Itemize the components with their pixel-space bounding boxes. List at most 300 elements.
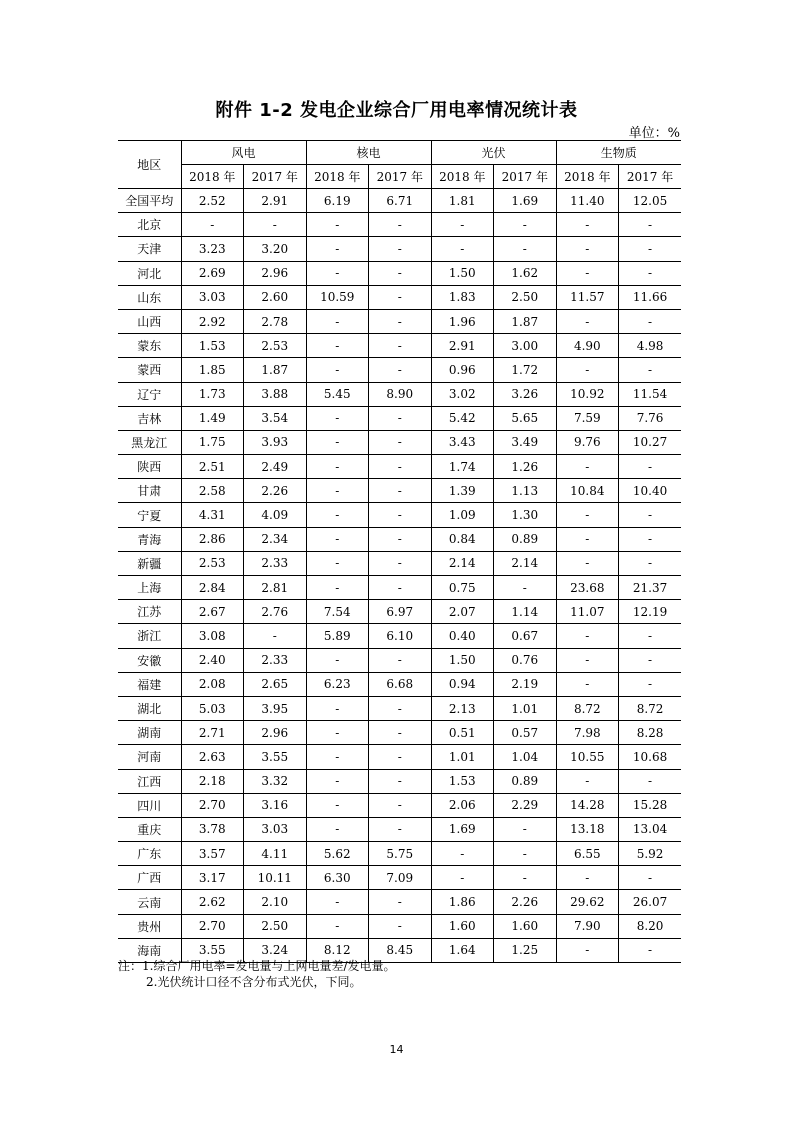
- value-cell: -: [556, 213, 619, 237]
- table-row: [118, 406, 681, 430]
- value-cell: 0.89: [494, 769, 557, 793]
- value-cell: 2.65: [244, 672, 307, 696]
- table-row: [118, 382, 681, 406]
- value-cell: 1.73: [181, 382, 244, 406]
- value-cell: 2.91: [431, 334, 494, 358]
- value-cell: -: [369, 261, 432, 285]
- value-cell: -: [619, 672, 682, 696]
- value-cell: 10.11: [244, 866, 307, 890]
- value-cell: 7.90: [556, 914, 619, 938]
- value-cell: -: [556, 503, 619, 527]
- value-cell: 1.83: [431, 285, 494, 309]
- region-cell: 江西: [118, 769, 181, 793]
- value-cell: -: [369, 479, 432, 503]
- table-row: [118, 624, 681, 648]
- value-cell: -: [369, 334, 432, 358]
- table-row: [118, 479, 681, 503]
- table-row: [118, 527, 681, 551]
- value-cell: 1.86: [431, 890, 494, 914]
- value-cell: 10.27: [619, 430, 682, 454]
- value-cell: -: [556, 455, 619, 479]
- region-cell: 四川: [118, 793, 181, 817]
- value-cell: 2.53: [244, 334, 307, 358]
- table-row: [118, 455, 681, 479]
- value-cell: 3.03: [244, 817, 307, 841]
- value-cell: 2.84: [181, 576, 244, 600]
- value-cell: -: [306, 237, 369, 261]
- value-cell: 6.10: [369, 624, 432, 648]
- year-header: 2018 年: [556, 165, 619, 189]
- group-header-wind: 风电: [181, 141, 306, 165]
- value-cell: 2.92: [181, 309, 244, 333]
- value-cell: 2.18: [181, 769, 244, 793]
- value-cell: -: [306, 479, 369, 503]
- value-cell: 3.08: [181, 624, 244, 648]
- value-cell: 0.40: [431, 624, 494, 648]
- value-cell: 2.76: [244, 600, 307, 624]
- value-cell: 1.60: [431, 914, 494, 938]
- value-cell: -: [556, 938, 619, 962]
- value-cell: -: [369, 769, 432, 793]
- value-cell: 4.31: [181, 503, 244, 527]
- region-header: 地区: [118, 141, 181, 189]
- value-cell: -: [369, 455, 432, 479]
- value-cell: 1.96: [431, 309, 494, 333]
- year-header: 2017 年: [369, 165, 432, 189]
- value-cell: 0.51: [431, 721, 494, 745]
- year-header: 2017 年: [619, 165, 682, 189]
- table-row: [118, 261, 681, 285]
- value-cell: 2.52: [181, 189, 244, 213]
- value-cell: 6.97: [369, 600, 432, 624]
- value-cell: -: [619, 624, 682, 648]
- region-cell: 辽宁: [118, 382, 181, 406]
- region-cell: 甘肃: [118, 479, 181, 503]
- value-cell: -: [619, 503, 682, 527]
- value-cell: 8.90: [369, 382, 432, 406]
- value-cell: 5.03: [181, 696, 244, 720]
- value-cell: -: [556, 551, 619, 575]
- value-cell: 4.09: [244, 503, 307, 527]
- table-row: [118, 237, 681, 261]
- value-cell: 2.50: [494, 285, 557, 309]
- value-cell: -: [494, 817, 557, 841]
- value-cell: 2.78: [244, 309, 307, 333]
- table-row: [118, 503, 681, 527]
- value-cell: 7.54: [306, 600, 369, 624]
- value-cell: 1.62: [494, 261, 557, 285]
- value-cell: -: [494, 213, 557, 237]
- region-cell: 重庆: [118, 817, 181, 841]
- value-cell: 2.34: [244, 527, 307, 551]
- footnotes: [118, 958, 396, 990]
- value-cell: 8.45: [369, 938, 432, 962]
- value-cell: 13.18: [556, 817, 619, 841]
- value-cell: 0.84: [431, 527, 494, 551]
- value-cell: 10.68: [619, 745, 682, 769]
- value-cell: 2.26: [494, 890, 557, 914]
- value-cell: 15.28: [619, 793, 682, 817]
- value-cell: -: [556, 309, 619, 333]
- value-cell: -: [494, 576, 557, 600]
- table-row: [118, 817, 681, 841]
- value-cell: 1.50: [431, 261, 494, 285]
- value-cell: 4.90: [556, 334, 619, 358]
- value-cell: -: [244, 624, 307, 648]
- value-cell: 2.70: [181, 793, 244, 817]
- region-cell: 江苏: [118, 600, 181, 624]
- value-cell: -: [244, 213, 307, 237]
- value-cell: -: [369, 890, 432, 914]
- value-cell: -: [306, 576, 369, 600]
- region-cell: 全国平均: [118, 189, 181, 213]
- value-cell: 0.89: [494, 527, 557, 551]
- value-cell: 1.87: [244, 358, 307, 382]
- value-cell: -: [306, 406, 369, 430]
- value-cell: 1.39: [431, 479, 494, 503]
- value-cell: 3.55: [181, 938, 244, 962]
- region-cell: 河南: [118, 745, 181, 769]
- value-cell: 4.98: [619, 334, 682, 358]
- value-cell: 3.88: [244, 382, 307, 406]
- value-cell: 11.57: [556, 285, 619, 309]
- value-cell: 11.66: [619, 285, 682, 309]
- value-cell: -: [431, 842, 494, 866]
- value-cell: -: [306, 527, 369, 551]
- value-cell: 1.50: [431, 648, 494, 672]
- value-cell: 1.14: [494, 600, 557, 624]
- value-cell: 2.49: [244, 455, 307, 479]
- footnote-1: 注：1.综合厂用电率=发电量与上网电量差/发电量。: [118, 959, 396, 973]
- table-row: [118, 842, 681, 866]
- value-cell: 2.96: [244, 261, 307, 285]
- region-cell: 上海: [118, 576, 181, 600]
- value-cell: 10.59: [306, 285, 369, 309]
- value-cell: -: [494, 842, 557, 866]
- region-cell: 浙江: [118, 624, 181, 648]
- value-cell: 26.07: [619, 890, 682, 914]
- value-cell: 1.60: [494, 914, 557, 938]
- value-cell: 3.26: [494, 382, 557, 406]
- table-row: [118, 285, 681, 309]
- value-cell: 0.94: [431, 672, 494, 696]
- value-cell: 3.24: [244, 938, 307, 962]
- page-number: 14: [389, 1043, 404, 1056]
- region-cell: 广东: [118, 842, 181, 866]
- value-cell: -: [369, 527, 432, 551]
- value-cell: 2.07: [431, 600, 494, 624]
- value-cell: 12.19: [619, 600, 682, 624]
- value-cell: 2.71: [181, 721, 244, 745]
- table-row: [118, 745, 681, 769]
- value-cell: 0.67: [494, 624, 557, 648]
- value-cell: 2.81: [244, 576, 307, 600]
- value-cell: 2.58: [181, 479, 244, 503]
- value-cell: -: [494, 237, 557, 261]
- value-cell: 1.72: [494, 358, 557, 382]
- value-cell: 5.42: [431, 406, 494, 430]
- value-cell: 5.75: [369, 842, 432, 866]
- value-cell: 0.75: [431, 576, 494, 600]
- value-cell: -: [431, 866, 494, 890]
- value-cell: 2.26: [244, 479, 307, 503]
- value-cell: 6.23: [306, 672, 369, 696]
- value-cell: -: [556, 624, 619, 648]
- value-cell: 2.50: [244, 914, 307, 938]
- value-cell: -: [556, 672, 619, 696]
- value-cell: -: [369, 551, 432, 575]
- region-cell: 宁夏: [118, 503, 181, 527]
- value-cell: -: [369, 237, 432, 261]
- value-cell: 29.62: [556, 890, 619, 914]
- region-cell: 湖北: [118, 696, 181, 720]
- statistics-table: [118, 140, 681, 963]
- value-cell: 2.29: [494, 793, 557, 817]
- value-cell: -: [556, 769, 619, 793]
- region-cell: 安徽: [118, 648, 181, 672]
- value-cell: 7.59: [556, 406, 619, 430]
- value-cell: -: [619, 551, 682, 575]
- region-cell: 贵州: [118, 914, 181, 938]
- table-row: [118, 358, 681, 382]
- value-cell: -: [369, 576, 432, 600]
- value-cell: 3.43: [431, 430, 494, 454]
- value-cell: 1.01: [494, 696, 557, 720]
- value-cell: 2.06: [431, 793, 494, 817]
- value-cell: -: [619, 261, 682, 285]
- value-cell: 11.40: [556, 189, 619, 213]
- value-cell: 10.84: [556, 479, 619, 503]
- value-cell: 6.68: [369, 672, 432, 696]
- value-cell: 1.26: [494, 455, 557, 479]
- value-cell: 1.85: [181, 358, 244, 382]
- value-cell: -: [369, 914, 432, 938]
- table-row: [118, 430, 681, 454]
- value-cell: -: [306, 430, 369, 454]
- region-cell: 福建: [118, 672, 181, 696]
- table-row: [118, 213, 681, 237]
- group-header-solar: 光伏: [431, 141, 556, 165]
- value-cell: -: [619, 866, 682, 890]
- value-cell: -: [556, 527, 619, 551]
- value-cell: -: [306, 648, 369, 672]
- value-cell: 6.55: [556, 842, 619, 866]
- value-cell: 2.53: [181, 551, 244, 575]
- header-row-years: [118, 165, 681, 189]
- table-row: [118, 672, 681, 696]
- value-cell: 2.14: [431, 551, 494, 575]
- value-cell: -: [556, 866, 619, 890]
- value-cell: 13.04: [619, 817, 682, 841]
- value-cell: -: [306, 503, 369, 527]
- region-cell: 山西: [118, 309, 181, 333]
- table-row: [118, 576, 681, 600]
- value-cell: 1.64: [431, 938, 494, 962]
- value-cell: -: [619, 527, 682, 551]
- value-cell: 2.14: [494, 551, 557, 575]
- value-cell: 3.02: [431, 382, 494, 406]
- value-cell: 3.20: [244, 237, 307, 261]
- region-cell: 蒙东: [118, 334, 181, 358]
- value-cell: 0.57: [494, 721, 557, 745]
- value-cell: 11.54: [619, 382, 682, 406]
- value-cell: -: [306, 721, 369, 745]
- value-cell: 3.17: [181, 866, 244, 890]
- value-cell: -: [619, 237, 682, 261]
- value-cell: -: [306, 358, 369, 382]
- value-cell: 3.16: [244, 793, 307, 817]
- table-row: [118, 334, 681, 358]
- value-cell: 3.95: [244, 696, 307, 720]
- value-cell: 11.07: [556, 600, 619, 624]
- value-cell: 2.33: [244, 551, 307, 575]
- value-cell: 2.51: [181, 455, 244, 479]
- footnote-2: 2.光伏统计口径不含分布式光伏，下同。: [146, 975, 362, 989]
- value-cell: -: [369, 358, 432, 382]
- value-cell: -: [306, 309, 369, 333]
- value-cell: 2.62: [181, 890, 244, 914]
- region-cell: 广西: [118, 866, 181, 890]
- value-cell: 5.89: [306, 624, 369, 648]
- value-cell: 4.11: [244, 842, 307, 866]
- region-cell: 海南: [118, 938, 181, 962]
- table-row: [118, 890, 681, 914]
- value-cell: 2.63: [181, 745, 244, 769]
- year-header: 2018 年: [431, 165, 494, 189]
- value-cell: 6.19: [306, 189, 369, 213]
- value-cell: -: [306, 696, 369, 720]
- value-cell: 2.19: [494, 672, 557, 696]
- table-row: [118, 769, 681, 793]
- value-cell: 1.04: [494, 745, 557, 769]
- value-cell: 2.10: [244, 890, 307, 914]
- table-row: [118, 793, 681, 817]
- value-cell: -: [556, 358, 619, 382]
- value-cell: 0.96: [431, 358, 494, 382]
- value-cell: -: [306, 817, 369, 841]
- value-cell: 1.53: [181, 334, 244, 358]
- region-cell: 山东: [118, 285, 181, 309]
- value-cell: 1.69: [494, 189, 557, 213]
- table-body: [118, 189, 681, 963]
- value-cell: 2.67: [181, 600, 244, 624]
- value-cell: -: [306, 455, 369, 479]
- region-cell: 陕西: [118, 455, 181, 479]
- value-cell: 6.71: [369, 189, 432, 213]
- value-cell: 1.30: [494, 503, 557, 527]
- value-cell: 10.55: [556, 745, 619, 769]
- region-cell: 天津: [118, 237, 181, 261]
- value-cell: 5.62: [306, 842, 369, 866]
- value-cell: 3.54: [244, 406, 307, 430]
- value-cell: 6.30: [306, 866, 369, 890]
- table-row: [118, 600, 681, 624]
- year-header: 2017 年: [244, 165, 307, 189]
- value-cell: -: [494, 866, 557, 890]
- region-cell: 河北: [118, 261, 181, 285]
- group-header-biomass: 生物质: [556, 141, 681, 165]
- value-cell: 2.96: [244, 721, 307, 745]
- table-row: [118, 189, 681, 213]
- unit-label: 单位：%: [628, 126, 680, 141]
- value-cell: -: [369, 285, 432, 309]
- value-cell: -: [556, 237, 619, 261]
- value-cell: 7.76: [619, 406, 682, 430]
- region-cell: 云南: [118, 890, 181, 914]
- value-cell: -: [431, 237, 494, 261]
- value-cell: 3.57: [181, 842, 244, 866]
- value-cell: -: [369, 721, 432, 745]
- value-cell: 2.33: [244, 648, 307, 672]
- value-cell: 8.20: [619, 914, 682, 938]
- value-cell: 3.23: [181, 237, 244, 261]
- value-cell: -: [556, 648, 619, 672]
- table-row: [118, 551, 681, 575]
- value-cell: 2.40: [181, 648, 244, 672]
- region-cell: 青海: [118, 527, 181, 551]
- value-cell: 8.72: [619, 696, 682, 720]
- value-cell: 1.87: [494, 309, 557, 333]
- value-cell: -: [619, 648, 682, 672]
- value-cell: 23.68: [556, 576, 619, 600]
- region-cell: 北京: [118, 213, 181, 237]
- value-cell: 1.01: [431, 745, 494, 769]
- value-cell: 10.92: [556, 382, 619, 406]
- region-cell: 湖南: [118, 721, 181, 745]
- value-cell: -: [369, 406, 432, 430]
- year-header: 2017 年: [494, 165, 557, 189]
- year-header: 2018 年: [306, 165, 369, 189]
- value-cell: 8.72: [556, 696, 619, 720]
- value-cell: -: [306, 551, 369, 575]
- header-row-groups: [118, 141, 681, 165]
- value-cell: -: [369, 817, 432, 841]
- value-cell: -: [306, 213, 369, 237]
- value-cell: 3.32: [244, 769, 307, 793]
- value-cell: -: [556, 261, 619, 285]
- value-cell: 2.08: [181, 672, 244, 696]
- value-cell: 5.65: [494, 406, 557, 430]
- value-cell: 1.49: [181, 406, 244, 430]
- value-cell: -: [431, 213, 494, 237]
- value-cell: -: [619, 213, 682, 237]
- value-cell: -: [306, 334, 369, 358]
- value-cell: 2.91: [244, 189, 307, 213]
- value-cell: 2.70: [181, 914, 244, 938]
- region-cell: 黑龙江: [118, 430, 181, 454]
- value-cell: 3.00: [494, 334, 557, 358]
- value-cell: 9.76: [556, 430, 619, 454]
- value-cell: 2.13: [431, 696, 494, 720]
- value-cell: 3.49: [494, 430, 557, 454]
- value-cell: -: [306, 914, 369, 938]
- value-cell: 7.09: [369, 866, 432, 890]
- page-title: 附件 1-2 发电企业综合厂用电率情况统计表: [215, 100, 578, 121]
- region-cell: 吉林: [118, 406, 181, 430]
- value-cell: 2.60: [244, 285, 307, 309]
- table-row: [118, 696, 681, 720]
- table-row: [118, 866, 681, 890]
- value-cell: -: [619, 309, 682, 333]
- value-cell: 1.25: [494, 938, 557, 962]
- value-cell: -: [619, 455, 682, 479]
- value-cell: -: [369, 309, 432, 333]
- value-cell: 14.28: [556, 793, 619, 817]
- value-cell: -: [619, 358, 682, 382]
- value-cell: 5.45: [306, 382, 369, 406]
- value-cell: 3.55: [244, 745, 307, 769]
- value-cell: 3.78: [181, 817, 244, 841]
